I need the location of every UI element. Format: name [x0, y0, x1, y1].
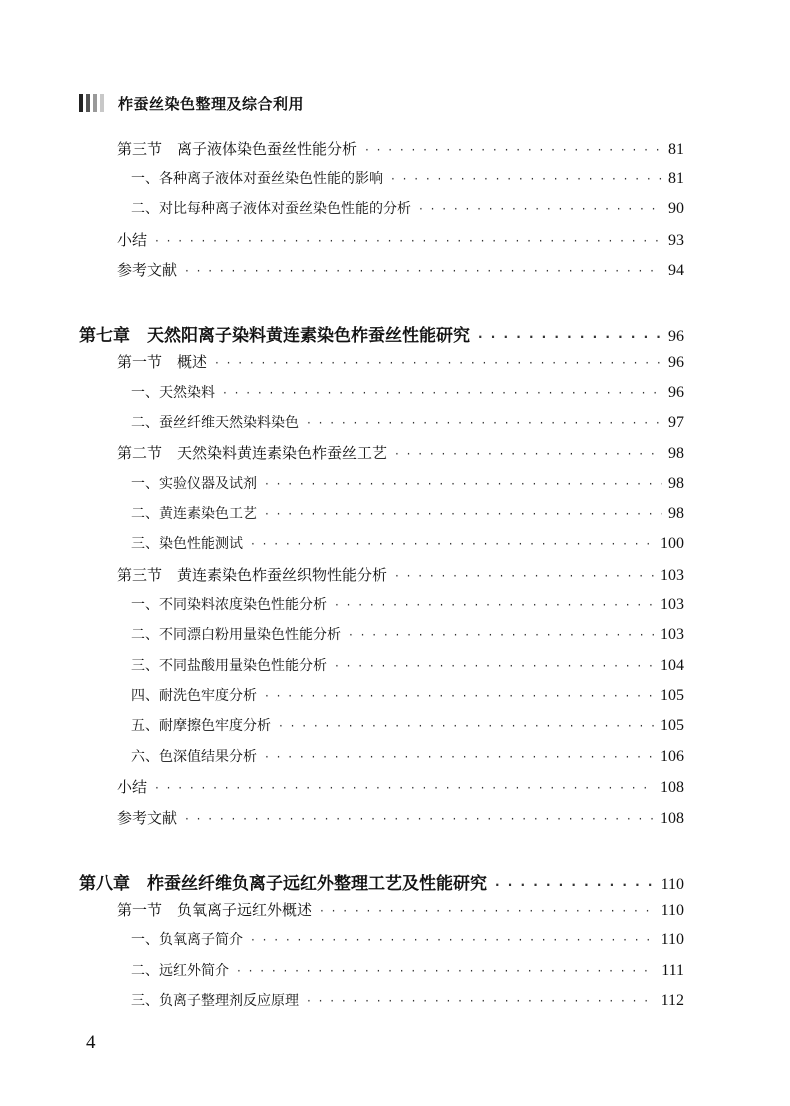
toc-entry-page: 90 [668, 200, 684, 217]
toc-entry-title: 三、染色性能测试 [131, 536, 243, 552]
toc-entry-item[interactable] [131, 594, 684, 614]
dot-leader [395, 569, 654, 583]
toc-entry-page: 111 [661, 962, 684, 979]
toc-entry-page: 106 [660, 748, 684, 765]
toc-entry-chapter[interactable] [79, 869, 684, 894]
dot-leader [320, 904, 655, 918]
toc-entry-title: 第一节 负氧离子远红外概述 [117, 901, 313, 919]
dot-leader [185, 812, 654, 826]
toc-entry-title: 第七章 天然阳离子染料黄连素染色柞蚕丝性能研究 [79, 326, 470, 346]
dot-leader [265, 689, 654, 703]
toc-entry-item[interactable] [131, 503, 684, 523]
toc-entry-item[interactable] [131, 168, 684, 188]
toc-entry-title: 二、对比每种离子液体对蚕丝染色性能的分析 [131, 201, 411, 217]
toc-entry-item[interactable] [131, 412, 684, 432]
dot-leader [223, 386, 662, 400]
dot-leader [335, 659, 654, 673]
toc-entry-title: 二、蚕丝纤维天然染料染色 [131, 415, 299, 431]
toc-entry-item[interactable] [131, 929, 684, 949]
toc-entry-page: 94 [668, 262, 684, 279]
toc-entry-item[interactable] [131, 685, 684, 705]
dot-leader [185, 264, 662, 278]
toc-entry-page: 98 [668, 505, 684, 522]
toc-entry-misc[interactable] [117, 229, 684, 250]
toc-entry-page: 104 [660, 657, 684, 674]
toc-entry-item[interactable] [131, 746, 684, 766]
dot-leader [215, 356, 662, 370]
toc-entry-title: 第三节 离子液体染色蚕丝性能分析 [117, 140, 358, 158]
toc-entry-title: 第三节 黄连素染色柞蚕丝织物性能分析 [117, 566, 388, 584]
toc-entry-title: 二、黄连素染色工艺 [131, 506, 257, 522]
toc-entry-item[interactable] [131, 533, 684, 553]
toc-entry-title: 二、远红外简介 [131, 963, 229, 979]
toc-entry-title: 五、耐摩擦色牢度分析 [131, 718, 271, 734]
toc-entry-title: 二、不同漂白粉用量染色性能分析 [131, 627, 341, 643]
toc-entry-item[interactable] [131, 960, 684, 980]
toc-entry-item[interactable] [131, 655, 684, 675]
toc-entry-item[interactable] [131, 624, 684, 644]
toc-entry-page: 105 [660, 717, 684, 734]
toc-entry-title: 一、不同染料浓度染色性能分析 [131, 597, 327, 613]
toc-entry-page: 98 [668, 475, 684, 492]
toc-entry-page: 81 [668, 141, 684, 158]
toc-entry-title: 第一节 概述 [117, 353, 208, 371]
dot-leader [307, 994, 655, 1008]
toc-entry-title: 参考文献 [117, 261, 178, 279]
dot-leader [155, 781, 654, 795]
toc-entry-title: 第八章 柞蚕丝纤维负离子远红外整理工艺及性能研究 [79, 874, 487, 894]
toc-entry-page: 110 [660, 902, 684, 919]
dot-leader [251, 933, 655, 947]
toc-entry-section[interactable] [117, 351, 684, 372]
toc-entry-section[interactable] [117, 138, 684, 159]
toc-entry-page: 81 [668, 170, 684, 187]
toc-entry-page: 97 [668, 414, 684, 431]
dot-leader [335, 598, 654, 612]
toc-entry-page: 108 [660, 810, 684, 827]
toc-entry-misc[interactable] [117, 776, 684, 797]
toc-entry-page: 110 [660, 931, 684, 948]
dot-leader [478, 330, 662, 344]
header-title: 柞蚕丝染色整理及综合利用 [118, 94, 305, 113]
toc-entry-misc[interactable] [117, 259, 684, 280]
dot-leader [251, 537, 654, 551]
toc-entry-title: 一、天然染料 [131, 385, 215, 401]
toc-entry-title: 一、实验仪器及试剂 [131, 476, 257, 492]
toc-entry-title: 参考文献 [117, 809, 178, 827]
toc-entry-page: 112 [660, 992, 684, 1009]
toc-entry-page: 105 [660, 687, 684, 704]
page-number: 4 [86, 1032, 96, 1053]
toc-entry-page: 110 [660, 876, 684, 893]
dot-leader [237, 964, 655, 978]
dot-leader [155, 234, 662, 248]
dot-leader [265, 507, 662, 521]
toc-entry-page: 98 [668, 445, 684, 462]
dot-leader [365, 143, 662, 157]
toc-entry-title: 三、负离子整理剂反应原理 [131, 993, 299, 1009]
toc-entry-title: 四、耐洗色牢度分析 [131, 688, 257, 704]
toc-entry-chapter[interactable] [79, 321, 684, 346]
toc-entry-page: 103 [660, 626, 684, 643]
toc-entry-section[interactable] [117, 442, 684, 463]
toc-entry-misc[interactable] [117, 807, 684, 828]
dot-leader [279, 719, 654, 733]
toc-entry-title: 三、不同盐酸用量染色性能分析 [131, 658, 327, 674]
dot-leader [395, 447, 662, 461]
toc-entry-page: 96 [668, 328, 684, 345]
toc-entry-title: 小结 [117, 231, 148, 249]
toc-entry-item[interactable] [131, 473, 684, 493]
toc-entry-title: 一、负氧离子简介 [131, 932, 243, 948]
toc-entry-title: 小结 [117, 778, 148, 796]
toc-entry-item[interactable] [131, 382, 684, 402]
dot-leader [419, 202, 662, 216]
dot-leader [495, 878, 655, 892]
toc-entry-page: 96 [668, 354, 684, 371]
toc-entry-item[interactable] [131, 198, 684, 218]
toc-entry-page: 103 [660, 567, 684, 584]
toc-entry-page: 108 [660, 779, 684, 796]
toc-entry-page: 93 [668, 232, 684, 249]
toc-entry-title: 一、各种离子液体对蚕丝染色性能的影响 [131, 171, 383, 187]
toc-entry-section[interactable] [117, 899, 684, 920]
toc-entry-item[interactable] [131, 715, 684, 735]
dot-leader [307, 416, 662, 430]
toc-entry-page: 96 [668, 384, 684, 401]
toc-entry-page: 103 [660, 596, 684, 613]
toc-entry-title: 六、色深值结果分析 [131, 749, 257, 765]
toc-entry-title: 第二节 天然染料黄连素染色柞蚕丝工艺 [117, 444, 388, 462]
toc-entry-page: 100 [660, 535, 684, 552]
toc-entry-section[interactable] [117, 564, 684, 585]
dot-leader [349, 628, 654, 642]
toc-entry-item[interactable] [131, 990, 684, 1010]
dot-leader [265, 477, 662, 491]
dot-leader [265, 750, 654, 764]
dot-leader [391, 172, 662, 186]
